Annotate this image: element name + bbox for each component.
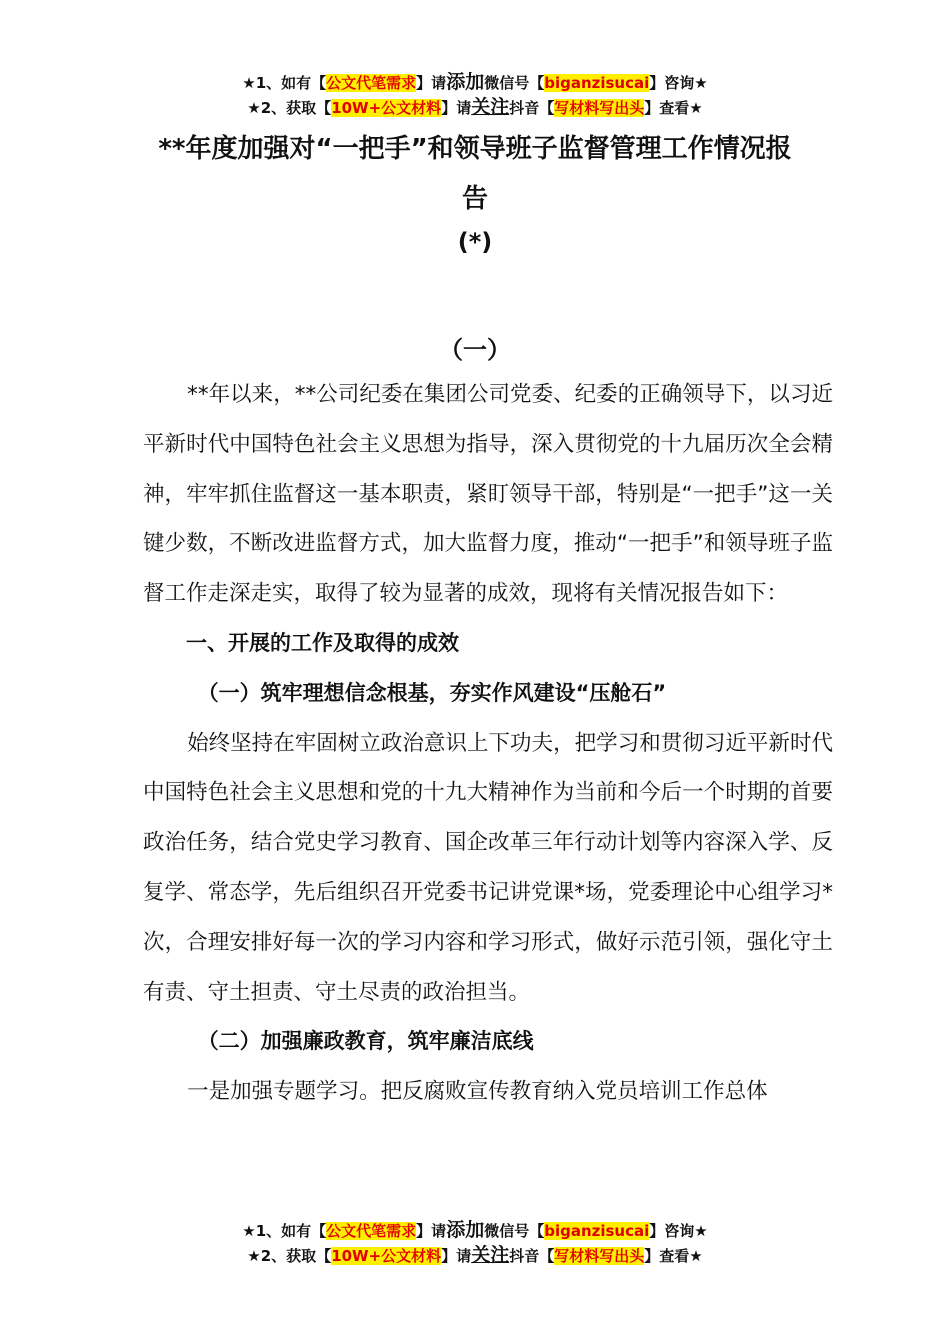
highlight-materials: 10W+公文材料 (331, 99, 442, 117)
heading-integrity: （二）加强廉政教育，筑牢廉洁底线 (197, 1029, 534, 1054)
promo-line-2: ★2、获取【10W+公文材料】请关注抖音【写材料写出头】查看★ (247, 1244, 703, 1266)
section-marker: （一） (439, 336, 511, 364)
promo-line-1: ★1、如有【公文代笔需求】请添加微信号【biganzisucai】咨询★ (242, 71, 708, 93)
heading-ideals: （一）筑牢理想信念根基，夯实作风建设“压舱石” (197, 680, 667, 705)
highlight-materials: 10W+公文材料 (331, 1247, 442, 1265)
intro-paragraph: **年以来，**公司纪委在集团公司党委、纪委的正确领导下，以习近平新时代中国特色社会主义思想为指导，深入贯彻党的十九届历次全会精神，牢牢抓住监督这一基本职责，紧盯领导干部，特别是“一把手”这一关键少数，不断改进监督方式，加大监督力度，推动“一把手”和领导班子监督工作走深走实，取得了较为显著的成效，现将有关情况报告如下： (143, 382, 833, 607)
promo-line-2: ★2、获取【10W+公文材料】请关注抖音【写材料写出头】查看★ (247, 96, 703, 118)
promo-banner-top (0, 70, 950, 120)
highlight-wechat-id: biganzisucai (544, 74, 650, 92)
document-subtitle: (*) (457, 228, 493, 256)
document-title-line-2: 告 (461, 184, 488, 214)
document-title-line-1: **年度加强对“一把手”和领导班子监督管理工作情况报 (158, 134, 792, 164)
document-body (143, 370, 833, 1117)
heading-achievements: 一、开展的工作及取得的成效 (186, 630, 460, 655)
highlight-douyin: 写材料写出头 (554, 1247, 645, 1265)
highlight-wechat-id: biganzisucai (544, 1222, 650, 1240)
paragraph-ideals: 始终坚持在牢固树立政治意识上下功夫，把学习和贯彻习近平新时代中国特色社会主义思想和党的十九大精神作为当前和今后一个时期的首要政治任务，结合党史学习教育、国企改革三年行动计划等内容深入学、反复学、常态学，先后组织召开党委书记讲党课*场，党委理论中心组学习*次，合理安排好每一次的学习内容和学习形式，做好示范引领，强化守土有责、守土担责、守土尽责的政治担当。 (143, 730, 833, 1005)
highlight-service: 公文代笔需求 (326, 1222, 417, 1240)
highlight-douyin: 写材料写出头 (554, 99, 645, 117)
promo-line-1: ★1、如有【公文代笔需求】请添加微信号【biganzisucai】咨询★ (242, 1219, 708, 1241)
highlight-service: 公文代笔需求 (326, 74, 417, 92)
promo-banner-bottom (0, 1218, 950, 1268)
paragraph-integrity: 一是加强专题学习。把反腐败宣传教育纳入党员培训工作总体 (187, 1079, 768, 1105)
